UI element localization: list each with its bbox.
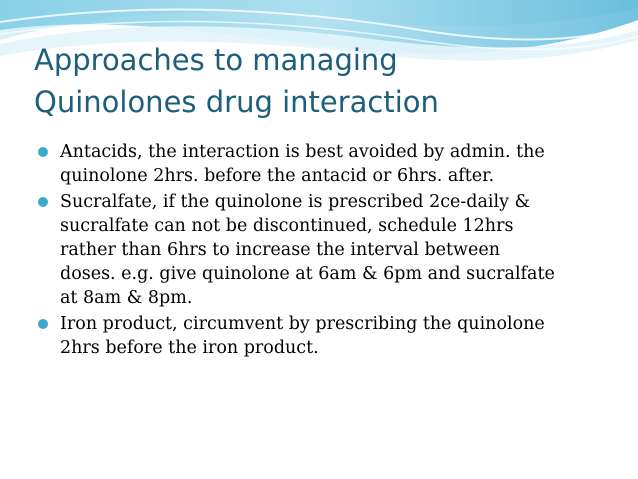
bullet-line: at 8am & 8pm. (60, 288, 193, 308)
slide-title-line: Approaches to managing (34, 43, 398, 77)
bullet-line: Sucralfate, if the quinolone is prescribed 2ce-daily & (60, 192, 531, 212)
slide-title (34, 39, 614, 123)
bullet-text (60, 312, 621, 360)
bullet-item-sucralfate (36, 190, 621, 310)
bullet-line: rather than 6hrs to increase the interval between (60, 240, 501, 260)
bullet-line: sucralfate can not be discontinued, schedule 12hrs (60, 216, 514, 236)
bullet-list (36, 140, 621, 362)
bullet-text (60, 140, 621, 188)
bullet-dot-icon (38, 197, 48, 207)
bullet-line: doses. e.g. give quinolone at 6am & 6pm and sucralfate (60, 264, 555, 284)
bullet-item-antacids (36, 140, 621, 188)
bullet-line: 2hrs before the iron product. (60, 338, 319, 358)
bullet-line: Iron product, circumvent by prescribing the quinolone (60, 314, 545, 334)
slide-title-line: Quinolones drug interaction (34, 85, 439, 119)
bullet-dot-icon (38, 319, 48, 329)
bullet-item-iron (36, 312, 621, 360)
bullet-dot-icon (38, 147, 48, 157)
bullet-line: Antacids, the interaction is best avoided by admin. the (60, 142, 545, 162)
bullet-text (60, 190, 621, 310)
bullet-line: quinolone 2hrs. before the antacid or 6hrs. after. (60, 166, 495, 186)
